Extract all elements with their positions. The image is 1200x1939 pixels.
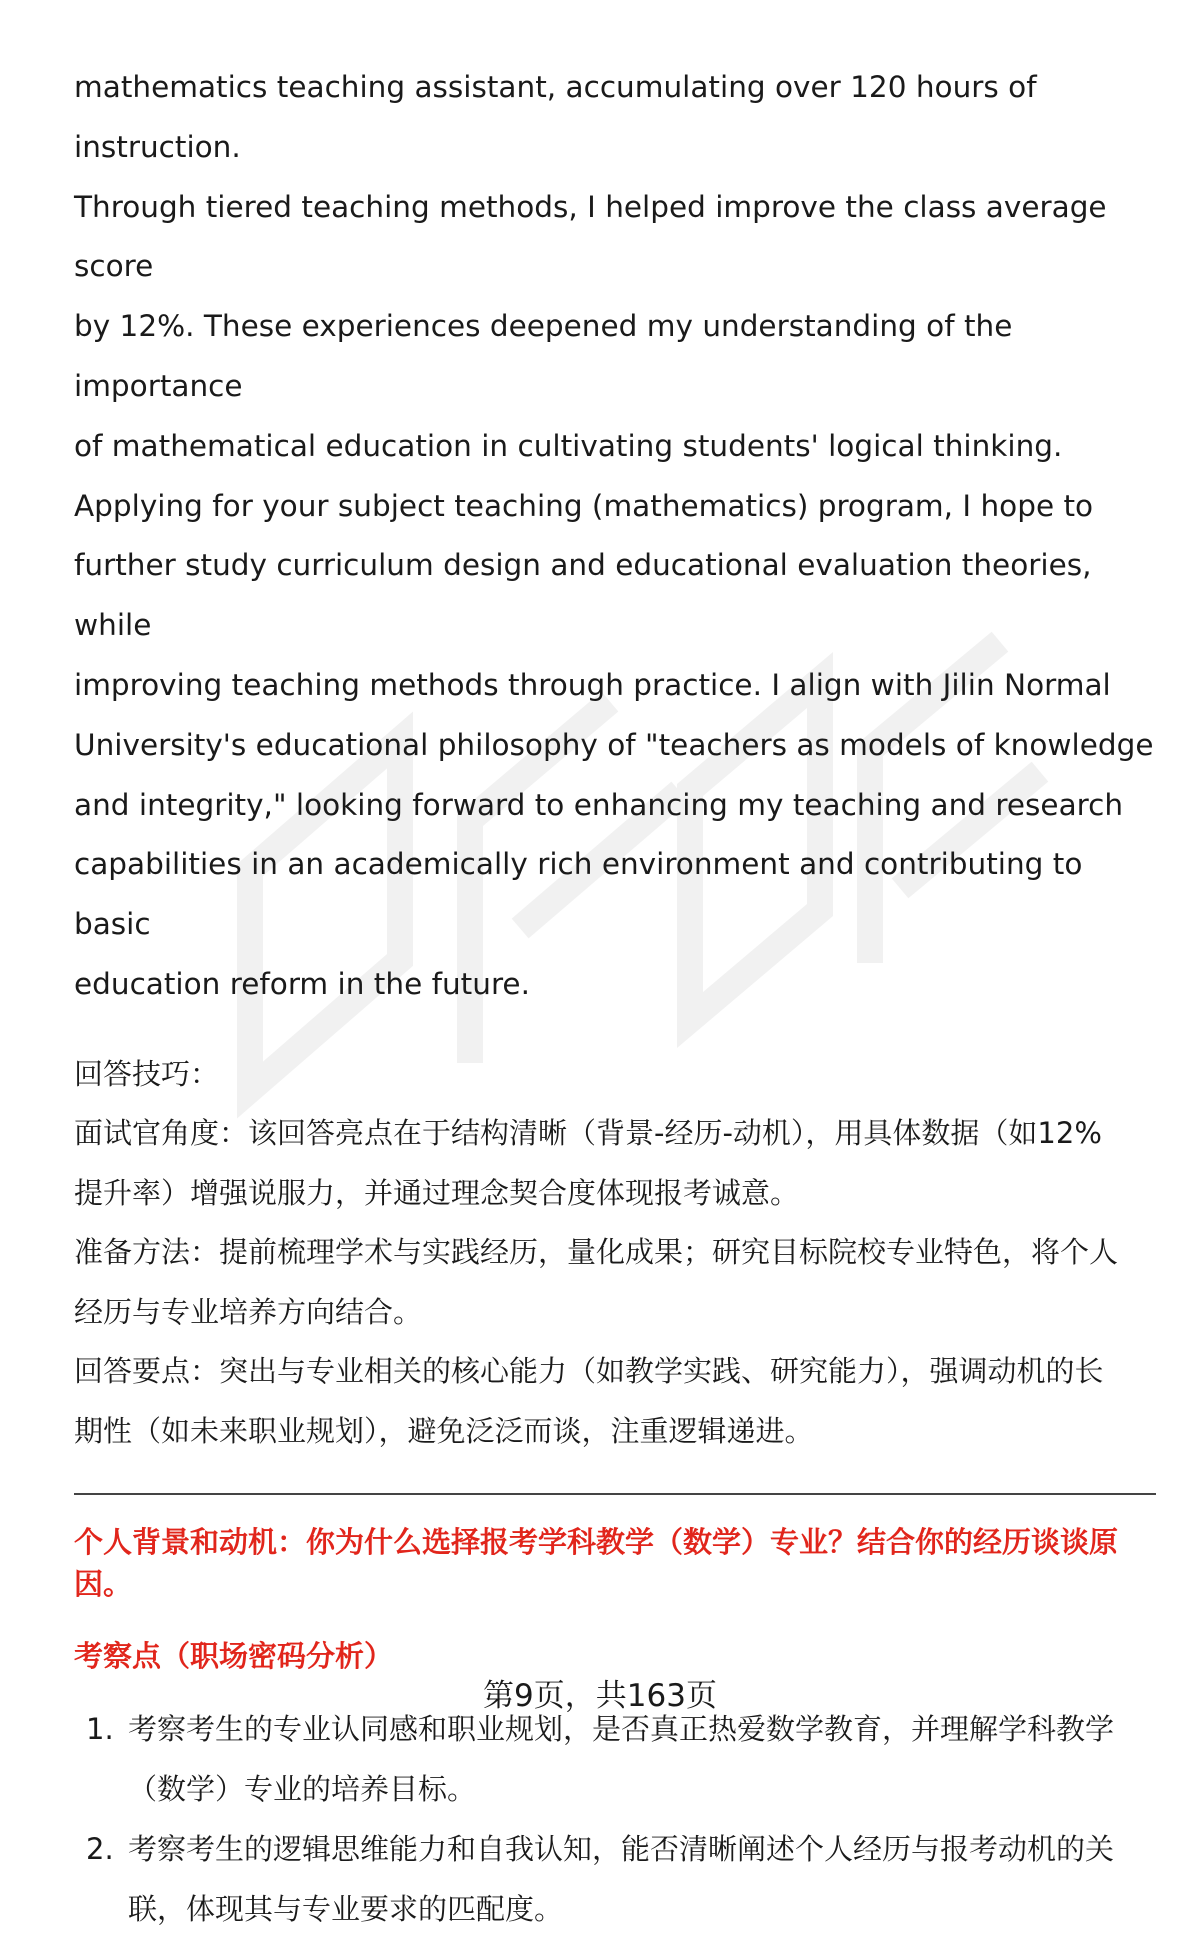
- text-line: University's educational philosophy of "teachers as models of knowledge: [74, 727, 1154, 762]
- text-line: 联，体现其与专业要求的匹配度。: [128, 1892, 564, 1927]
- text-line: 回答要点：突出与专业相关的核心能力（如教学实践、研究能力），强调动机的长: [74, 1354, 1104, 1389]
- section-divider: [74, 1493, 1156, 1495]
- text-line: mathematics teaching assistant, accumulating over 120 hours of instruction.: [74, 70, 1037, 164]
- text-line: 考察考生的专业认同感和职业规划，是否真正热爱数学教育，并理解学科教学: [128, 1712, 1115, 1747]
- text-line: capabilities in an academically rich environment and contributing to basic: [74, 847, 1083, 942]
- text-line: by 12%. These experiences deepened my understanding of the importance: [74, 309, 1013, 403]
- text-line: 提升率）增强说服力，并通过理念契合度体现报考诚意。: [74, 1175, 800, 1210]
- text-line: 因。: [74, 1567, 133, 1602]
- text-line: Applying for your subject teaching (mathematics) program, I hope to: [74, 488, 1094, 523]
- assessment-points-list: [74, 1699, 1156, 1939]
- tips-interviewer: [74, 1104, 1156, 1223]
- tips-key-points: [74, 1342, 1156, 1461]
- text-line: （数学）专业的培养目标。: [128, 1772, 477, 1807]
- text-line: 准备方法：提前梳理学术与实践经历，量化成果；研究目标院校专业特色，将个人: [74, 1235, 1119, 1270]
- question-heading: [74, 1521, 1156, 1605]
- page-content: [74, 58, 1156, 1939]
- assessment-points-heading: 考察点（职场密码分析）: [74, 1639, 394, 1674]
- text-line: Through tiered teaching methods, I helped improve the class average score: [74, 189, 1107, 284]
- list-item: [74, 1819, 1156, 1939]
- text-line: and integrity," looking forward to enhancing my teaching and research: [74, 787, 1124, 822]
- tips-preparation: [74, 1223, 1156, 1342]
- text-line: 个人背景和动机：你为什么选择报考学科教学（数学）专业？结合你的经历谈谈原: [74, 1525, 1119, 1560]
- text-line: 考察考生的逻辑思维能力和自我认知，能否清晰阐述个人经历与报考动机的关: [128, 1832, 1115, 1867]
- text-line: of mathematical education in cultivating students' logical thinking.: [74, 428, 1063, 463]
- answer-tips: [74, 1045, 1156, 1462]
- intro-paragraph: [74, 58, 1156, 1015]
- text-line: 经历与专业培养方向结合。: [74, 1294, 423, 1329]
- text-line: 面试官角度：该回答亮点在于结构清晰（背景-经历-动机），用具体数据（如12%: [74, 1116, 1102, 1151]
- text-line: further study curriculum design and educational evaluation theories, while: [74, 548, 1092, 643]
- list-number: 2.: [86, 1832, 114, 1867]
- text-line: education reform in the future.: [74, 966, 530, 1001]
- text-line: 期性（如未来职业规划），避免泛泛而谈，注重逻辑递进。: [74, 1413, 814, 1448]
- list-number: 1.: [86, 1712, 114, 1747]
- text-line: improving teaching methods through practice. I align with Jilin Normal: [74, 667, 1111, 702]
- tips-heading: 回答技巧：: [74, 1056, 220, 1091]
- page-number: 第9页，共163页: [483, 1678, 717, 1714]
